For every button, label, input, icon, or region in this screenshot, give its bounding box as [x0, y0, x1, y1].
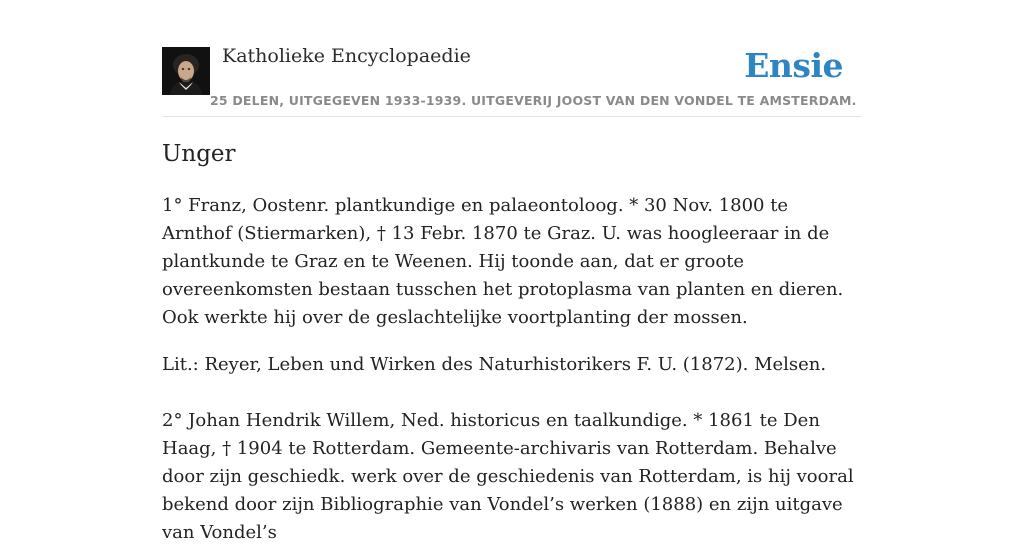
article-title: Unger — [162, 141, 236, 167]
portrait-avatar-icon[interactable] — [162, 47, 210, 95]
article-paragraph: 2° Johan Hendrik Willem, Ned. historicus en taalkundige. * 1861 te Den Haag, † 1904 te Rotterdam. Gemeente-archivaris van Rotterdam. Behalve door zijn geschiedk. werk over de geschiedenis van Rotterdam, is hij vooral bekend door zijn Bibliographie van Vondel’s werken (1888) en zijn uitgave van Vondel’s — [162, 410, 854, 543]
article-paragraph: 1° Franz, Oostenr. plantkundige en palaeontoloog. * 30 Nov. 1800 te Arnthof (Stiermarken), † 13 Febr. 1870 te Graz. U. was hoogleeraar in de plantkunde te Graz en te Weenen. Hij toonde aan, dat er groote overeenkomsten bestaan tusschen het protoplasma van planten en dieren. Ook werkte hij over de geslachtelijke voortplanting der mossen. — [162, 195, 844, 328]
page-container — [162, 0, 862, 543]
site-subtitle: 25 DELEN, UITGEGEVEN 1933-1939. UITGEVERIJ JOOST VAN DEN VONDEL TE AMSTERDAM. — [210, 93, 857, 108]
site-header — [162, 0, 862, 117]
article-paragraph: Lit.: Reyer, Leben und Wirken des Naturhistorikers F. U. (1872). Melsen. — [162, 354, 827, 375]
brand-logo-link[interactable]: Ensie — [744, 46, 843, 85]
site-title[interactable]: Katholieke Encyclopaedie — [222, 45, 471, 67]
